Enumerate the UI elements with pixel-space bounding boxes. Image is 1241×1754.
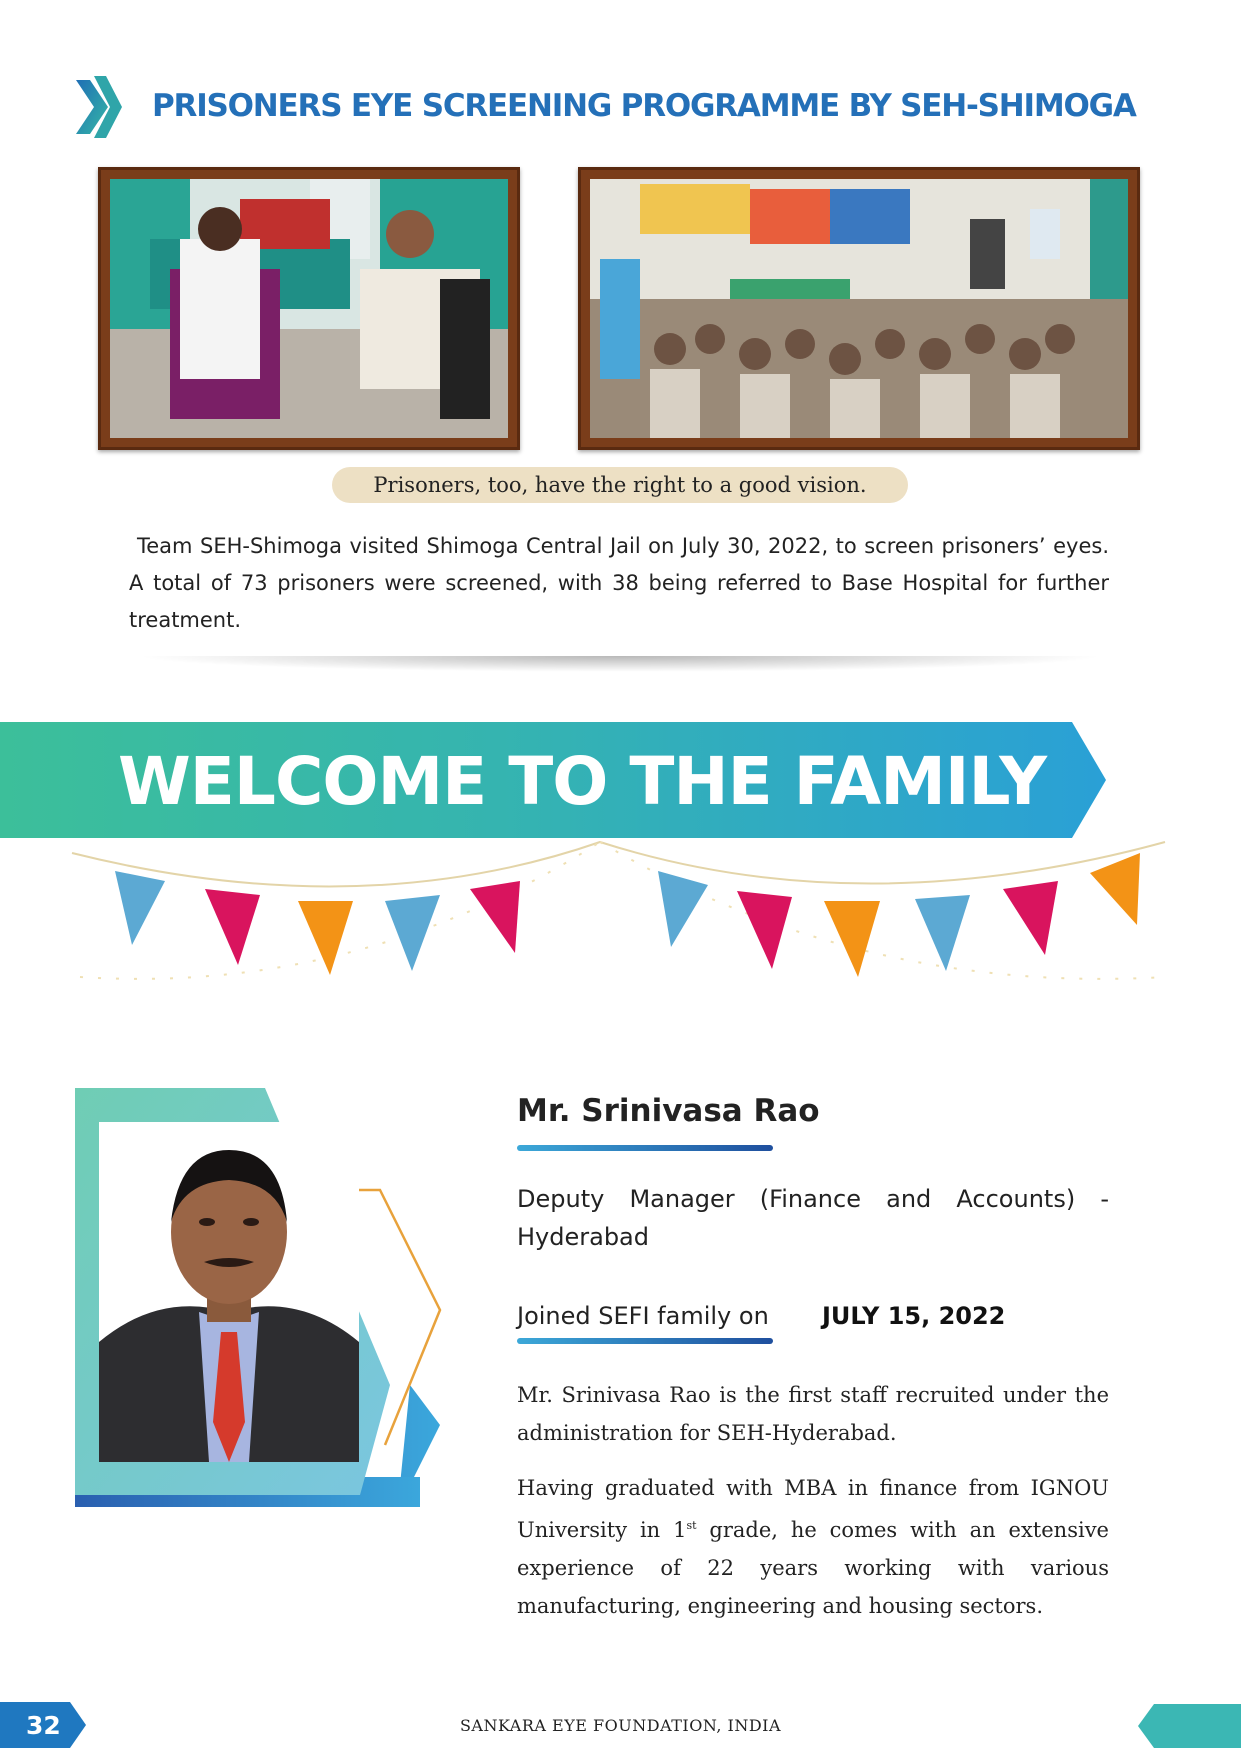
section-divider (135, 656, 1105, 672)
bunting-decoration (60, 835, 1180, 1005)
flag-row-right (658, 853, 1140, 977)
profile-role: Deputy Manager (Finance and Accounts) - Hyderabad (517, 1185, 1109, 1251)
screening-photo-frame (98, 167, 520, 450)
bio-2-part-b: grade, he comes with an extensive experience of 22 years working with various manufacturing, engineering and housing sectors. (517, 1518, 1109, 1618)
footer-organization: SANKARA EYE FOUNDATION, INDIA (459, 1716, 782, 1735)
prisoners-gathering-photo (590, 179, 1128, 438)
profile-bio-2 (517, 1469, 1109, 1625)
double-chevron-icon (74, 72, 124, 142)
welcome-heading: WELCOME TO THE FAMILY (118, 743, 1047, 820)
group-photo-frame (578, 167, 1140, 450)
screening-paragraph: Team SEH-Shimoga visited Shimoga Central Jail on July 30, 2022, to screen prisoners’ eyes. A total of 73 prisoners were screened, with 38 being referred to Base Hospital for further treatment. (129, 534, 1109, 632)
joined-underline (517, 1338, 773, 1344)
page-number: 32 (26, 1711, 61, 1740)
profile-portrait (99, 1122, 359, 1462)
profile-name: Mr. Srinivasa Rao (517, 1093, 820, 1129)
photo-caption: Prisoners, too, have the right to a good vision. (332, 467, 908, 503)
footer-tab-decoration (1138, 1704, 1241, 1748)
section-title: PRISONERS EYE SCREENING PROGRAMME BY SEH-SHIMOGA (152, 88, 1136, 124)
eye-exam-photo (110, 179, 508, 438)
joined-date: JULY 15, 2022 (822, 1302, 1006, 1330)
bio-2-ordinal: st (686, 1519, 697, 1532)
name-underline (517, 1145, 773, 1151)
profile-bio-1: Mr. Srinivasa Rao is the first staff recruited under the administration for SEH-Hyderabad. (517, 1383, 1109, 1445)
bio-2-part-a: Having graduated with MBA in finance from IGNOU University in 1 (517, 1476, 1109, 1542)
joined-label: Joined SEFI family on (517, 1302, 769, 1330)
